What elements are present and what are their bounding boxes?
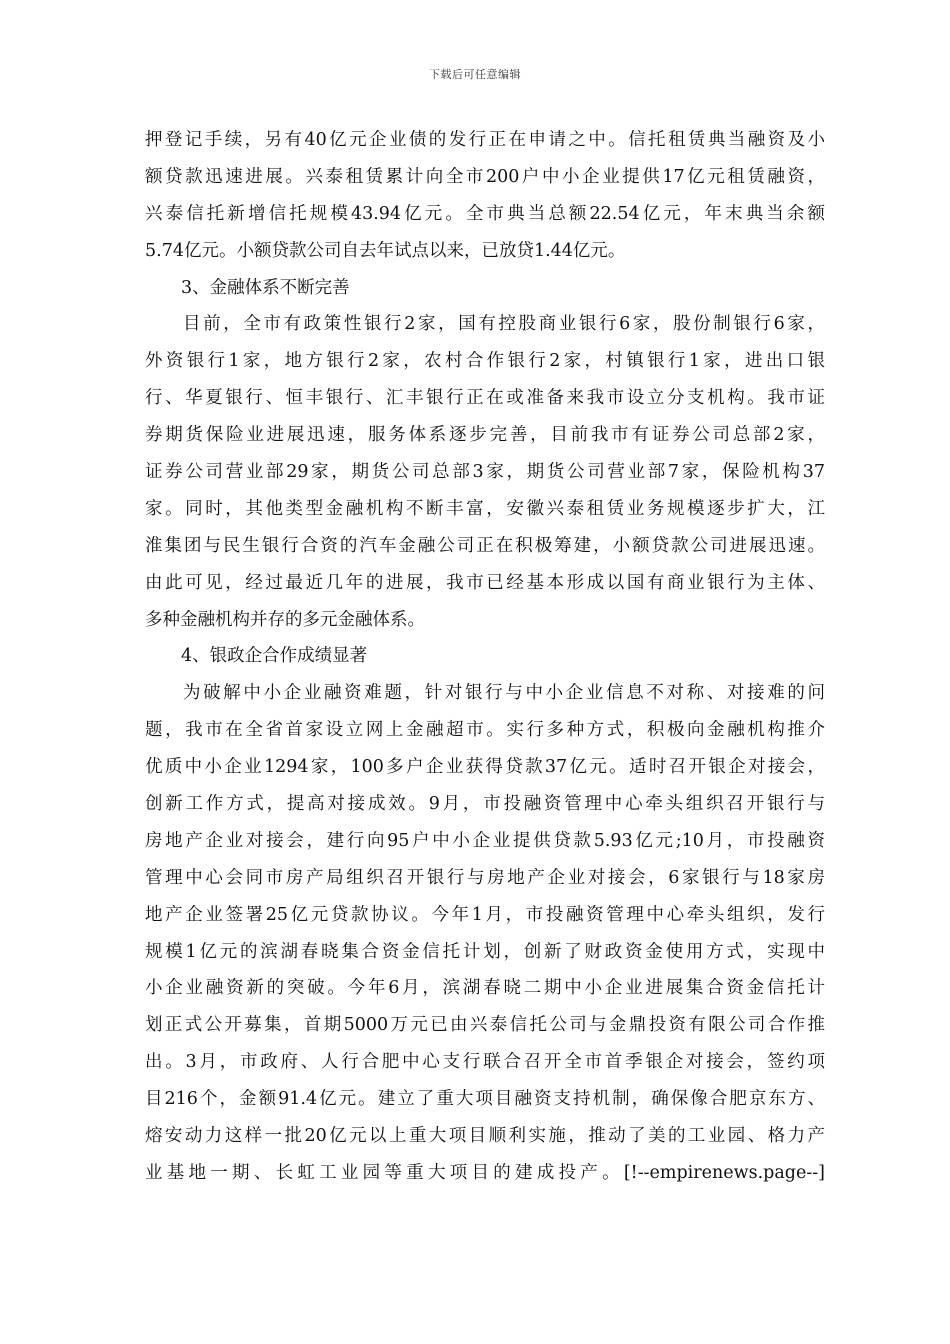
text-line: 业基地一期、长虹工业园等重大项目的建成投产。[!--empirenews.page--] — [145, 1162, 825, 1183]
text-line: 券期货保险业进展迅速，服务体系逐步完善，目前我市有证券公司总部2家， — [145, 425, 825, 446]
text-line: 多种金融机构并存的多元金融体系。 — [145, 609, 425, 630]
text-line: 题，我市在全省首家设立网上金融超市。实行多种方式，积极向金融机构推介 — [145, 720, 825, 741]
document-body — [145, 122, 825, 1192]
section-heading: 4、银政企合作成绩显著 — [181, 646, 368, 667]
text-line: 目前，全市有政策性银行2家，国有控股商业银行6家，股份制银行6家， — [183, 314, 825, 335]
text-line: 由此可见，经过最近几年的进展，我市已经基本形成以国有商业银行为主体、 — [145, 572, 825, 593]
text-line: 划正式公开募集，首期5000万元已由兴泰信托公司与金鼎投资有限公司合作推 — [145, 1015, 825, 1036]
text-line: 出。3月，市政府、人行合肥中心支行联合召开全市首季银企对接会，签约项 — [145, 1052, 825, 1073]
text-line: 管理中心会同市房产局组织召开银行与房地产企业对接会，6家银行与18家房 — [145, 867, 825, 888]
text-line: 兴泰信托新增信托规模43.94亿元。全市典当总额22.54亿元，年末典当余额 — [145, 203, 825, 224]
text-line: 家。同时，其他类型金融机构不断丰富，安徽兴泰租赁业务规模逐步扩大，江 — [145, 498, 825, 519]
text-line: 房地产企业对接会，建行向95户中小企业提供贷款5.93亿元;10月，市投融资 — [145, 830, 825, 851]
text-line: 押登记手续，另有40亿元企业债的发行正在申请之中。信托租赁典当融资及小 — [145, 130, 825, 150]
text-line: 行、华夏银行、恒丰银行、汇丰银行正在或准备来我市设立分支机构。我市证 — [145, 388, 825, 409]
text-line: 额贷款迅速进展。兴泰租赁累计向全市200户中小企业提供17亿元租赁融资， — [145, 166, 825, 187]
text-line: 熔安动力这样一批20亿元以上重大项目顺利实施，推动了美的工业园、格力产 — [145, 1126, 825, 1147]
text-line: 地产企业签署25亿元贷款协议。今年1月，市投融资管理中心牵头组织，发行 — [145, 904, 825, 925]
text-line: 规模1亿元的滨湖春晓集合资金信托计划，创新了财政资金使用方式，实现中 — [145, 941, 825, 962]
text-line: 目216个，金额91.4亿元。建立了重大项目融资支持机制，确保像合肥京东方、 — [145, 1089, 825, 1110]
text-line: 小企业融资新的突破。今年6月，滨湖春晓二期中小企业进展集合资金信托计 — [145, 978, 825, 999]
page-header: 下载后可任意编辑 — [429, 68, 521, 81]
text-line: 淮集团与民生银行合资的汽车金融公司正在积极筹建，小额贷款公司进展迅速。 — [145, 535, 825, 556]
section-heading: 3、金融体系不断完善 — [181, 277, 350, 298]
text-line: 5.74亿元。小额贷款公司自去年试点以来，已放贷1.44亿元。 — [145, 240, 626, 261]
text-line: 为破解中小企业融资难题，针对银行与中小企业信息不对称、对接难的问 — [183, 683, 825, 704]
text-line: 创新工作方式，提高对接成效。9月，市投融资管理中心牵头组织召开银行与 — [145, 794, 825, 815]
text-line: 优质中小企业1294家，100多户企业获得贷款37亿元。适时召开银企对接会， — [145, 757, 825, 778]
text-line: 外资银行1家，地方银行2家，农村合作银行2家，村镇银行1家，进出口银 — [145, 351, 825, 372]
text-line: 证券公司营业部29家，期货公司总部3家，期货公司营业部7家，保险机构37 — [145, 462, 825, 483]
